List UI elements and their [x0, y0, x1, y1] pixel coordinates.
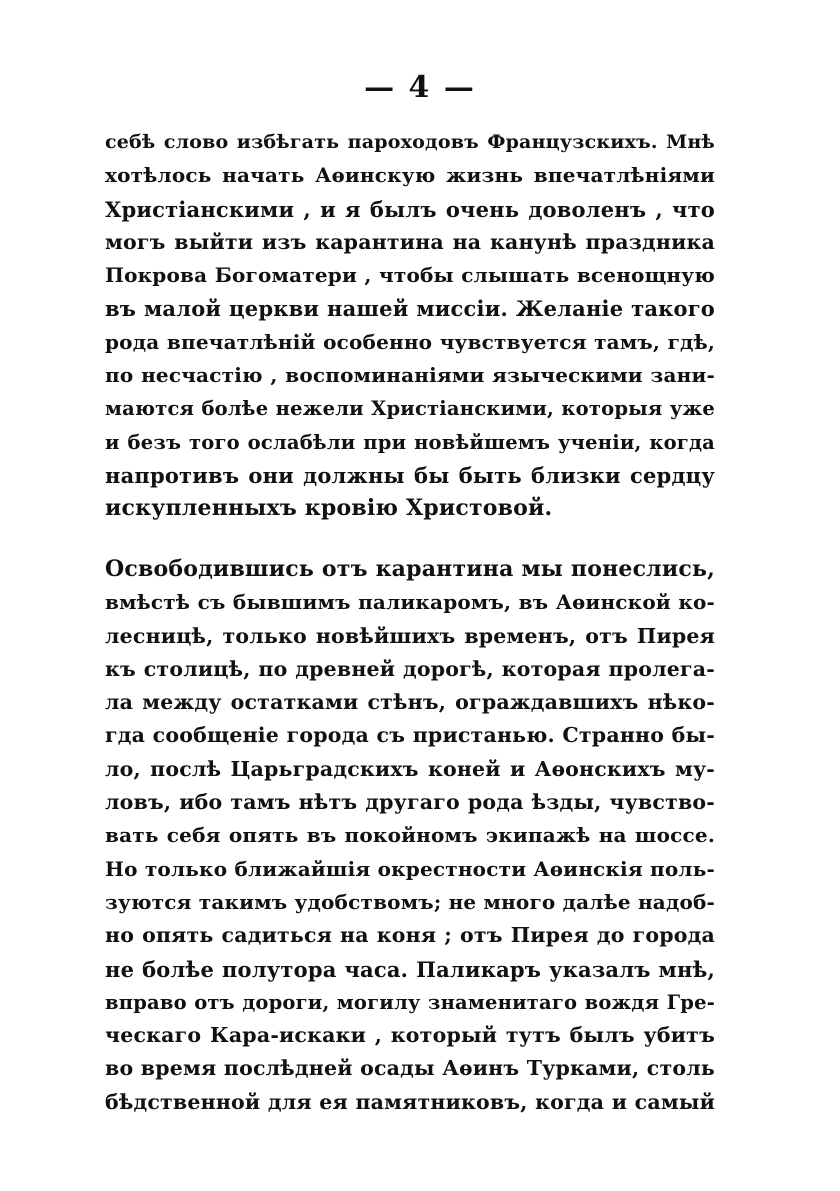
text-line: вать себя опять въ покойномъ экипажѣ на шоссе. [105, 823, 715, 848]
text-line: не болѣе полутора часа. Паликаръ указалъ мнѣ, [105, 956, 715, 982]
text-line: по несчастію , воспоминаніями языческими зани- [105, 363, 715, 388]
page-number: — 4 — [364, 70, 476, 105]
text-line: ла между остатками стѣнъ, ограждавшихъ нѣко- [105, 690, 715, 715]
text-line: маются болѣе нежели Христіанскими, которыя уже [105, 397, 715, 421]
text-line: въ малой церкви нашей миссіи. Желаніе такого [105, 296, 715, 322]
text-line: рода впечатлѣній особенно чувствуется тамъ, гдѣ, [105, 329, 715, 354]
paragraph-1 [105, 126, 715, 526]
text-line: могъ выйти изъ карантина на канунѣ праздника [105, 229, 715, 254]
text-line: во время послѣдней осады Аѳинъ Турками, столь [105, 1056, 715, 1081]
text-line: искупленныхъ кровію Христовой. [105, 495, 553, 522]
text-line: лесницѣ, только новѣйшихъ временъ, отъ Пирея [105, 623, 715, 648]
text-line: Но только ближайшія окрестности Аѳинскія поль- [105, 856, 715, 881]
text-line: бѣдственной для ея памятниковъ, когда и самый [105, 1089, 715, 1114]
text-line: но опять садиться на коня ; отъ Пирея до города [105, 923, 715, 948]
text-line: себѣ слово избѣгать пароходовъ Французскихъ. Мнѣ [105, 131, 715, 153]
text-line: вправо отъ дороги, могилу знаменитаго вождя Гре- [105, 990, 715, 1014]
paragraph-2 [105, 553, 715, 1119]
text-line: къ столицѣ, по древней дорогѣ, которая пролега- [105, 656, 715, 681]
text-line: и безъ того ослабѣли при новѣйшемъ ученіи, когда [105, 430, 715, 454]
text-line: вмѣстѣ съ бывшимъ паликаромъ, въ Аѳинской ко- [105, 590, 715, 615]
text-line: Освободившись отъ карантина мы понеслись, [105, 556, 715, 582]
text-line: ческаго Кара-искаки , который тутъ былъ убитъ [105, 1023, 715, 1048]
text-line: зуются такимъ удобствомъ; не много далѣе надоб- [105, 889, 716, 914]
text-line: Христіанскими , и я былъ очень доволенъ , что [105, 196, 715, 222]
text-line: хотѣлось начать Аѳинскую жизнь впечатлѣніями [105, 163, 715, 188]
text-line: гда сообщеніе города съ пристанью. Странно бы- [105, 723, 715, 748]
text-line: ло, послѣ Царьградскихъ коней и Аѳонскихъ му- [105, 756, 715, 781]
text-line: напротивъ они должны бы быть близки сердцу [105, 462, 715, 488]
text-line: Покрова Богоматери , чтобы слышать всенощную [105, 263, 715, 288]
text-line: ловъ, ибо тамъ нѣтъ другаго рода ѣзды, чувство- [105, 790, 715, 815]
